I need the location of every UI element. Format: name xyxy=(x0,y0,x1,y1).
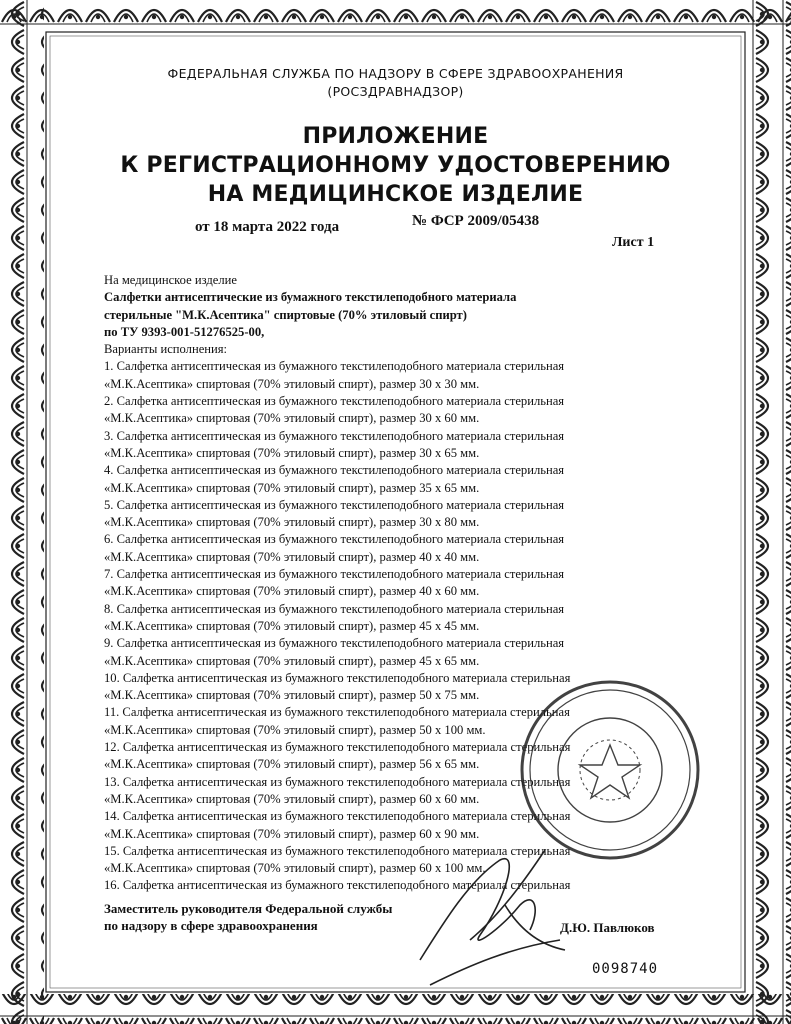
serial-number: 0098740 xyxy=(592,961,659,977)
variants-list xyxy=(104,358,674,877)
issue-date: от 18 марта 2022 года xyxy=(195,219,340,235)
doc-title-line3: НА МЕДИЦИНСКОЕ ИЗДЕЛИЕ xyxy=(207,182,584,207)
variant-item-line2: «М.К.Асептика» спиртовая (70% этиловый спирт), размер 50 х 100 мм. xyxy=(104,722,486,737)
variant-item-line2: «М.К.Асептика» спиртовая (70% этиловый спирт), размер 30 х 65 мм. xyxy=(104,445,480,460)
variant-item-line1: 12. Салфетка антисептическая из бумажного текстилеподобного материала стерильная xyxy=(104,740,571,755)
variant-item-line2: «М.К.Асептика» спиртовая (70% этиловый спирт), размер 60 х 90 мм. xyxy=(104,826,480,841)
agency-name: ФЕДЕРАЛЬНАЯ СЛУЖБА ПО НАДЗОРУ В СФЕРЕ ЗДРАВООХРАНЕНИЯ xyxy=(167,66,624,81)
variant-item-line2: «М.К.Асептика» спиртовая (70% этиловый спирт), размер 45 х 45 мм. xyxy=(104,618,480,633)
variant-item-line1: 3. Салфетка антисептическая из бумажного текстилеподобного материала стерильная xyxy=(104,428,565,443)
variant-item-line2: «М.К.Асептика» спиртовая (70% этиловый спирт), размер 30 х 80 мм. xyxy=(104,515,480,530)
variant-item-line1: 8. Салфетка антисептическая из бумажного текстилеподобного материала стерильная xyxy=(104,601,565,616)
variant-item-line2: «М.К.Асептика» спиртовая (70% этиловый спирт), размер 40 х 60 мм. xyxy=(104,584,480,599)
variant-item-line1: 1. Салфетка антисептическая из бумажного текстилеподобного материала стерильная xyxy=(104,359,565,374)
variant-item-line2: «М.К.Асептика» спиртовая (70% этиловый спирт), размер 50 х 75 мм. xyxy=(104,688,480,703)
variant-item-line1: 11. Салфетка антисептическая из бумажного текстилеподобного материала стерильная xyxy=(104,705,570,720)
doc-title-line1: ПРИЛОЖЕНИЕ xyxy=(302,124,489,149)
product-spec: по ТУ 9393-001-51276525-00, xyxy=(104,324,265,339)
variant-item-line1: 10. Салфетка антисептическая из бумажного текстилеподобного материала стерильная xyxy=(104,670,571,685)
variant-item-line2: «М.К.Асептика» спиртовая (70% этиловый спирт), размер 35 х 65 мм. xyxy=(104,480,480,495)
variants-label: Варианты исполнения: xyxy=(104,342,228,357)
variant-item-line1: 9. Салфетка антисептическая из бумажного текстилеподобного материала стерильная xyxy=(104,636,565,651)
signatory-name: Д.Ю. Павлюков xyxy=(560,920,655,935)
agency-abbrev: (РОСЗДРАВНАДЗОР) xyxy=(327,84,464,99)
variant-item-line1: 7. Салфетка антисептическая из бумажного текстилеподобного материала стерильная xyxy=(104,567,565,582)
product-name-line1: Салфетки антисептические из бумажного текстилеподобного материала xyxy=(104,290,517,305)
registration-number: № ФСР 2009/05438 xyxy=(412,213,540,229)
signatory-position xyxy=(104,900,392,934)
signatory-position-line1: Заместитель руководителя Федеральной службы xyxy=(104,901,393,916)
intro-text: На медицинское изделие xyxy=(104,273,237,287)
variant-item-line1: 14. Салфетка антисептическая из бумажного текстилеподобного материала стерильная xyxy=(104,809,571,824)
variant-item-line1: 2. Салфетка антисептическая из бумажного текстилеподобного материала стерильная xyxy=(104,394,565,409)
variant-item-line2: «М.К.Асептика» спиртовая (70% этиловый спирт), размер 45 х 65 мм. xyxy=(104,653,480,668)
variant-item-line1: 13. Салфетка антисептическая из бумажного текстилеподобного материала стерильная xyxy=(104,774,571,789)
variant-16: 16. Салфетка антисептическая из бумажного текстилеподобного материала стерильная xyxy=(104,878,571,893)
variant-item-line1: 4. Салфетка антисептическая из бумажного текстилеподобного материала стерильная xyxy=(104,463,565,478)
doc-title-line2: К РЕГИСТРАЦИОННОМУ УДОСТОВЕРЕНИЮ xyxy=(120,153,671,178)
variant-item-line2: «М.К.Асептика» спиртовая (70% этиловый спирт), размер 30 х 60 мм. xyxy=(104,411,480,426)
document-body xyxy=(104,272,674,895)
variant-item-line2: «М.К.Асептика» спиртовая (70% этиловый спирт), размер 60 х 100 мм. xyxy=(104,861,486,876)
variant-item-line1: 5. Салфетка антисептическая из бумажного текстилеподобного материала стерильная xyxy=(104,497,565,512)
variant-item-line2: «М.К.Асептика» спиртовая (70% этиловый спирт), размер 56 х 65 мм. xyxy=(104,757,480,772)
variant-item-line1: 15. Салфетка антисептическая из бумажного текстилеподобного материала стерильная xyxy=(104,843,571,858)
variant-item-line2: «М.К.Асептика» спиртовая (70% этиловый спирт), размер 30 х 30 мм. xyxy=(104,376,480,391)
sheet-number: Лист 1 xyxy=(612,235,655,250)
variant-item-line1: 6. Салфетка антисептическая из бумажного текстилеподобного материала стерильная xyxy=(104,532,565,547)
product-name-line2: стерильные "М.К.Асептика" спиртовые (70% этиловый спирт) xyxy=(104,307,467,322)
signatory-position-line2: по надзору в сфере здравоохранения xyxy=(104,918,318,933)
variant-item-line2: «М.К.Асептика» спиртовая (70% этиловый спирт), размер 40 х 40 мм. xyxy=(104,549,480,564)
variant-item-line2: «М.К.Асептика» спиртовая (70% этиловый спирт), размер 60 х 60 мм. xyxy=(104,791,480,806)
